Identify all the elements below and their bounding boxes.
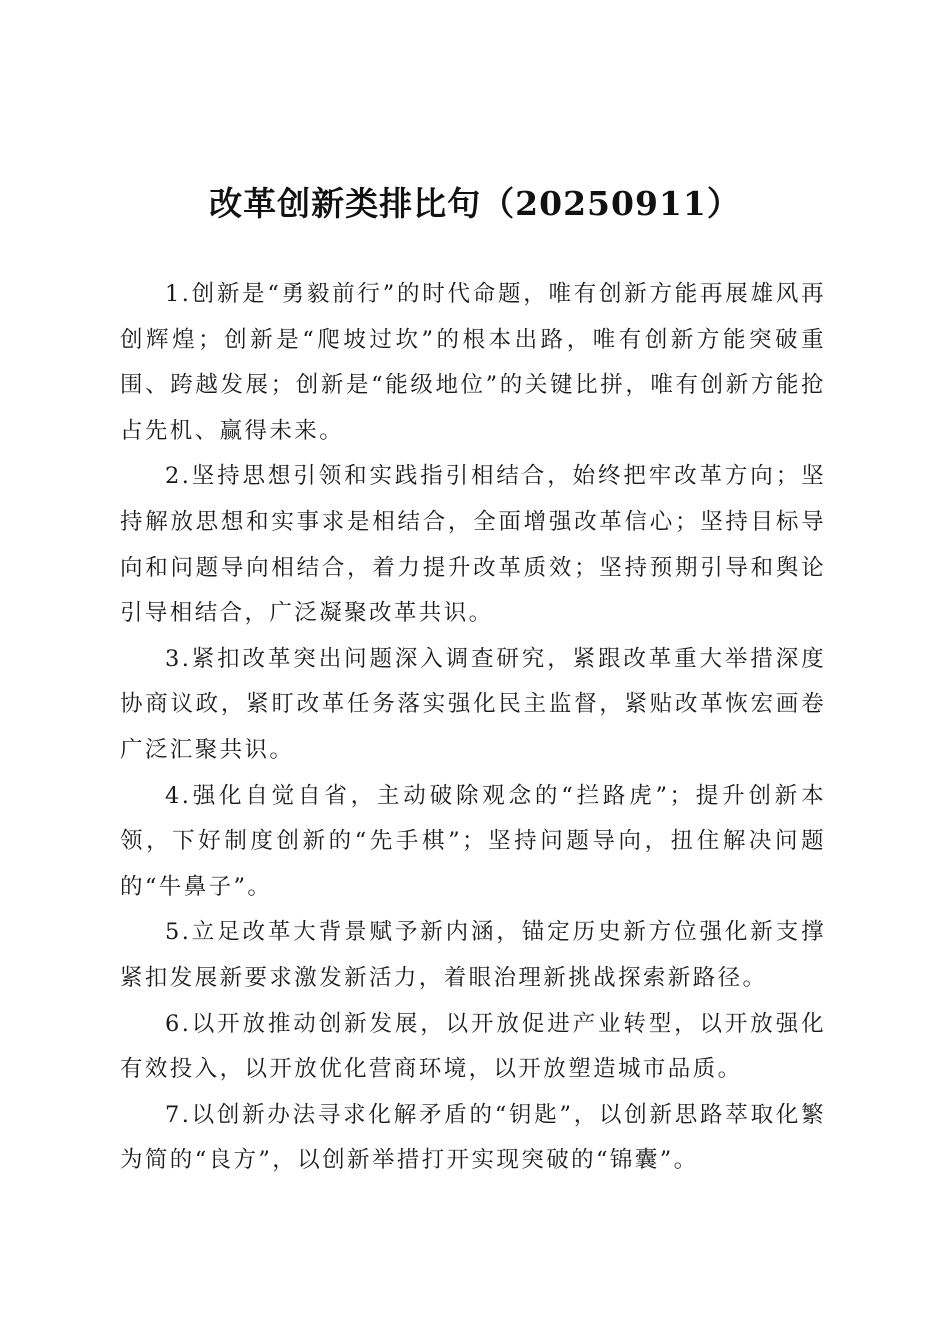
paragraph-1: 1.创新是“勇毅前行”的时代命题，唯有创新方能再展雄风再创辉煌；创新是“爬坡过坎”的根本出路，唯有创新方能突破重围、跨越发展；创新是“能级地位”的关键比拼，唯有创新方能抢占先机、赢得未来。 — [120, 281, 826, 444]
paragraph-3: 3.紧扣改革突出问题深入调查研究，紧跟改革重大举措深度协商议政，紧盯改革任务落实强化民主监督，紧贴改革恢宏画卷广泛汇聚共识。 — [120, 645, 826, 763]
paragraph-4: 4.强化自觉自省，主动破除观念的“拦路虎”；提升创新本领，下好制度创新的“先手棋”；坚持问题导向，扭住解决问题的“牛鼻子”。 — [120, 782, 826, 900]
paragraph-6: 6.以开放推动创新发展，以开放促进产业转型，以开放强化有效投入，以开放优化营商环境，以开放塑造城市品质。 — [120, 1010, 826, 1083]
page-title: 改革创新类排比句（20250911） — [209, 184, 741, 223]
paragraph-7: 7.以创新办法寻求化解矛盾的“钥匙”，以创新思路萃取化繁为简的“良方”，以创新举措打开实现突破的“锦囊”。 — [120, 1101, 826, 1174]
paragraph-2: 2.坚持思想引领和实践指引相结合，始终把牢改革方向；坚持解放思想和实事求是相结合，全面增强改革信心；坚持目标导向和问题导向相结合，着力提升改革质效；坚持预期引导和舆论引导相结合，广泛凝聚改革共识。 — [120, 463, 826, 627]
paragraph-5: 5.立足改革大背景赋予新内涵，锚定历史新方位强化新支撑紧扣发展新要求激发新活力，着眼治理新挑战探索新路径。 — [120, 919, 826, 991]
document-body — [120, 272, 826, 1184]
